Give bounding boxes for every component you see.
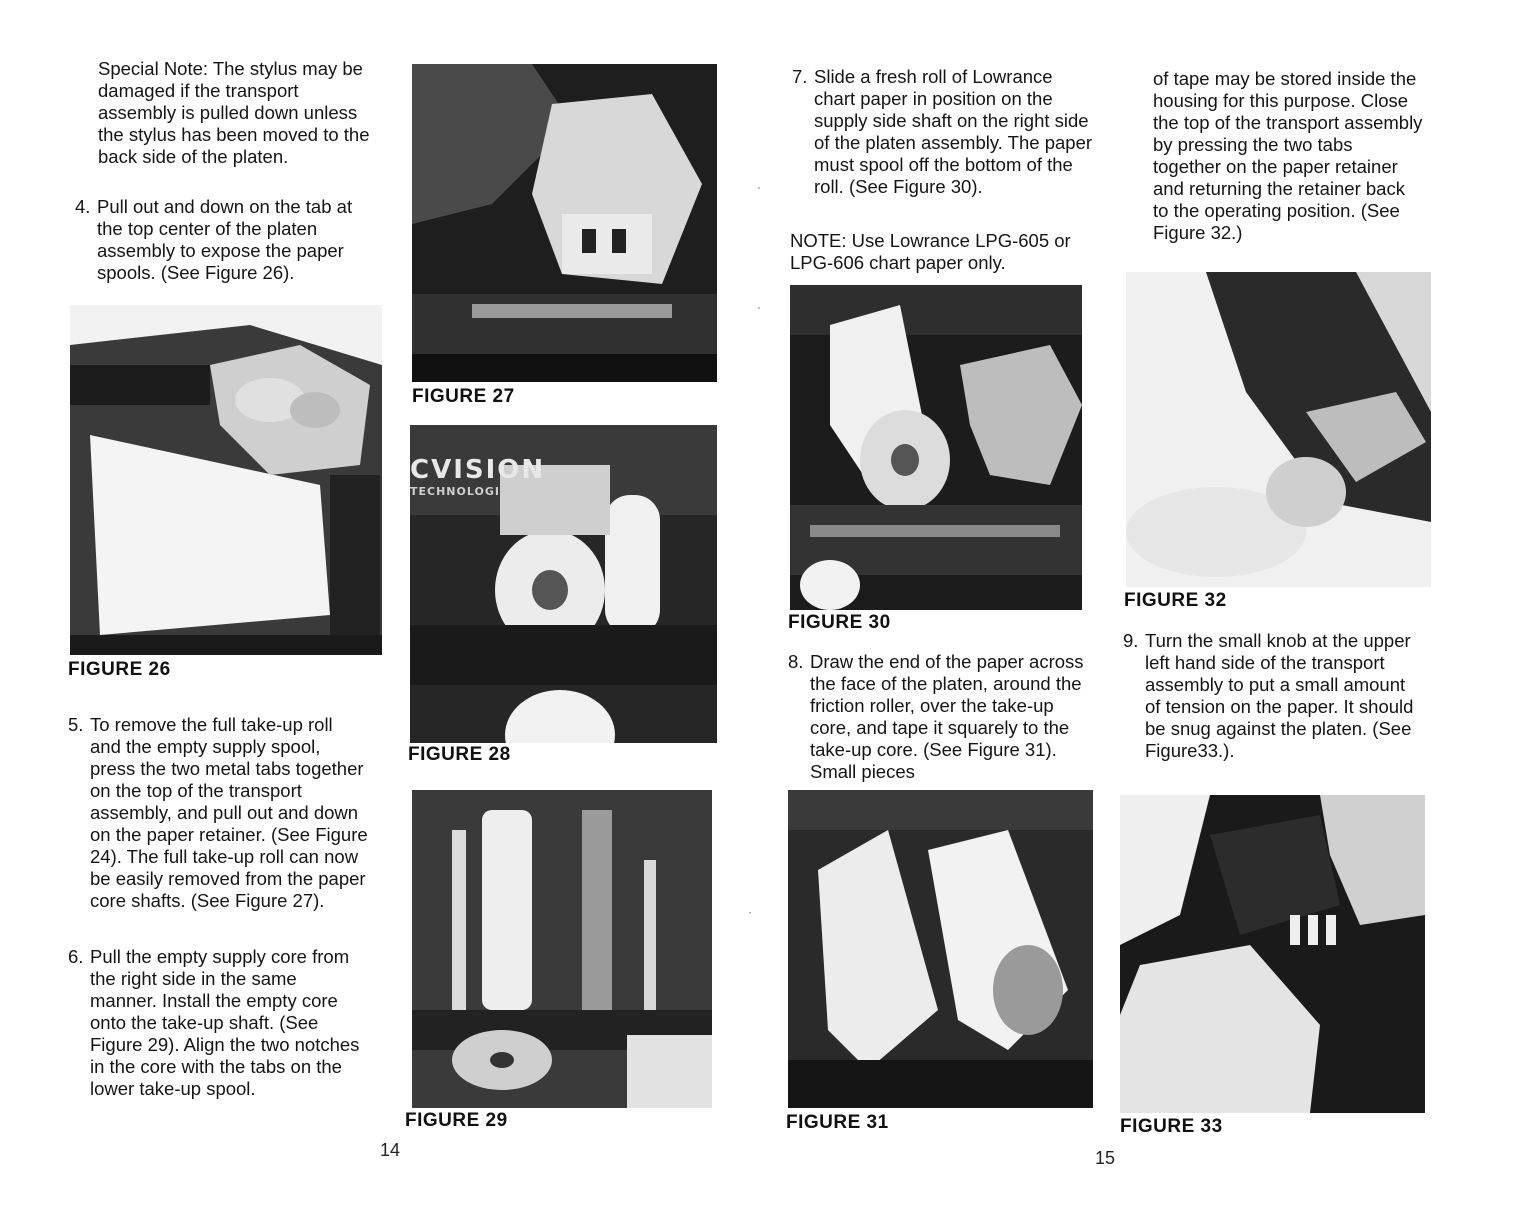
step-text: Pull the empty supply core from the right side in the same manner. Install the empty core onto the take-up shaft. (See Figure 29). Align the two notches in the core with the tabs on the lower take-up spool.	[90, 946, 360, 1099]
step-number: 8.	[788, 651, 804, 672]
figure-30-photo	[790, 285, 1082, 610]
step-6	[68, 946, 368, 1100]
special-note: Special Note: The stylus may be damaged if the transport assembly is pulled down unless the stylus has been moved to the back side of the platen.	[98, 58, 370, 167]
figure-27-photo	[412, 64, 717, 382]
continued-text: of tape may be stored inside the housing for this purpose. Close the top of the transport assembly by pressing the two tabs together on the paper retainer and returning the retainer back to the operating position. (See Figure 32.)	[1153, 68, 1423, 243]
figure-26-photo	[70, 305, 382, 655]
page-number-left: 14	[380, 1140, 401, 1160]
step-text: Slide a fresh roll of Lowrance chart paper in position on the supply side shaft on the right side of the platen assembly. The paper must spool off the bottom of the roll. (See Figure 30).	[814, 66, 1093, 197]
step-7	[792, 66, 1092, 198]
figure-26-caption: FIGURE 26	[68, 659, 171, 680]
figure-30-caption: FIGURE 30	[788, 612, 891, 633]
figure-28-photo	[410, 425, 717, 743]
step-text: To remove the full take-up roll and the empty supply spool, press the two metal tabs together on the top of the transport assembly, and pull out and down on the paper retainer. (See Figure 24). The full take-up roll can now be easily removed from the paper core shafts. (See Figure 27).	[90, 714, 368, 911]
figure-33-caption: FIGURE 33	[1120, 1116, 1223, 1137]
watermark-line2: TECHNOLOGIES	[410, 485, 518, 498]
page-number-right: 15	[1095, 1148, 1116, 1168]
watermark-line1: CVISION	[410, 455, 546, 485]
scan-mark: ·	[757, 300, 761, 314]
figure-31-photo	[788, 790, 1093, 1108]
figure-27-caption: FIGURE 27	[412, 386, 515, 407]
step-number: 5.	[68, 714, 84, 735]
step-8	[788, 651, 1088, 783]
step-number: 4.	[75, 196, 91, 217]
figure-29-photo	[412, 790, 712, 1108]
scan-mark: ·	[757, 180, 761, 194]
watermark	[410, 455, 570, 498]
figure-31-caption: FIGURE 31	[786, 1112, 889, 1133]
step-4	[75, 196, 375, 284]
step-text: Pull out and down on the tab at the top center of the platen assembly to expose the paper spools. (See Figure 26).	[97, 196, 353, 283]
step-9	[1123, 630, 1423, 762]
step-text: Draw the end of the paper across the face of the platen, around the friction roller, over the take-up core, and tape it squarely to the take-up core. (See Figure 31). Small pieces	[810, 651, 1084, 782]
step-number: 6.	[68, 946, 84, 967]
step-number: 7.	[792, 66, 808, 87]
scan-mark: ·	[748, 905, 752, 919]
step-number: 9.	[1123, 630, 1139, 651]
figure-33-photo	[1120, 795, 1425, 1113]
step-5	[68, 714, 368, 912]
figure-29-caption: FIGURE 29	[405, 1110, 508, 1131]
step-text: Turn the small knob at the upper left hand side of the transport assembly to put a small amount of tension on the paper. It should be snug against the platen. (See Figure33.).	[1145, 630, 1414, 761]
note: NOTE: Use Lowrance LPG-605 or LPG-606 chart paper only.	[790, 230, 1071, 273]
figure-28-caption: FIGURE 28	[408, 744, 511, 765]
figure-32-photo	[1126, 272, 1431, 587]
figure-32-caption: FIGURE 32	[1124, 590, 1227, 611]
